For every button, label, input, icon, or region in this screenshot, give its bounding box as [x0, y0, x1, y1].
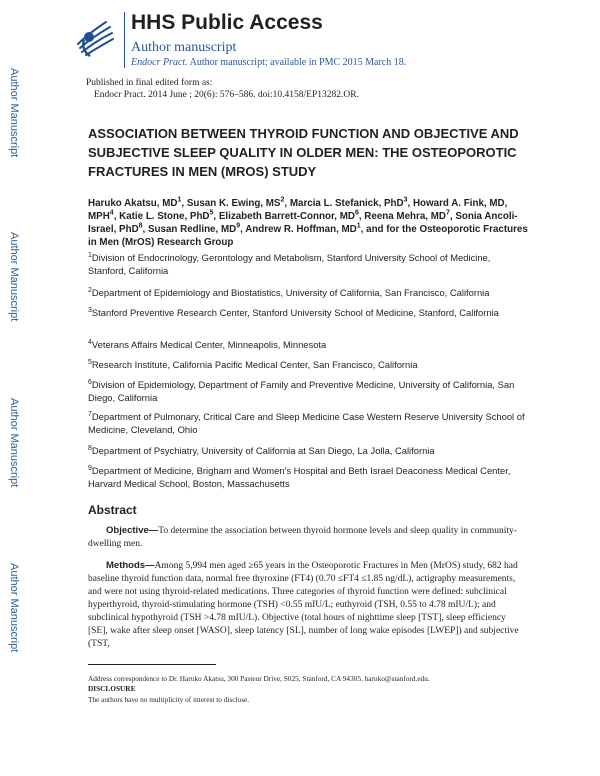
author-affiliation-ref: 5: [209, 209, 214, 217]
affiliation-number: 2: [88, 286, 92, 294]
author-name: Susan Redline, MD: [148, 224, 237, 235]
affiliation-text: Division of Endocrinology, Gerontology and Metabolism, Stanford University School of Medicine, Stanford, California: [88, 252, 491, 276]
affiliation-text: Research Institute, California Pacific Medical Center, San Francisco, California: [91, 359, 418, 370]
author-name: Susan K. Ewing, MS: [186, 198, 281, 209]
disclosure-heading: DISCLOSURE: [88, 684, 136, 693]
abstract-objective: [88, 524, 520, 551]
author-affiliation-ref: 6: [354, 209, 359, 217]
author-affiliation-ref: 9: [236, 222, 241, 230]
affiliation-number: 7: [88, 410, 92, 418]
affiliation: [88, 464, 528, 490]
author-list: Haruko Akatsu, $MD^1$, Susan K. Ewing, $MS^2$, Marcia L. Stefanick, PhD$^3$, Howard A. Fink, MD, MPH$^4$, Katie L. Stone, PhD$^5$, Elizabeth Barrett-Connor, $MD^6$, Reena Mehra, $MD^7$, Sonia Ancoli-Israel, PhD$^8$, Susan Redline, $MD^9$, Andrew R. Hoffman, $MD^1$, and for the Osteoporotic Fractures in Men (MrOS) Research Group: [88, 196, 528, 248]
affiliation: [88, 338, 528, 351]
affiliation-text: Department of Medicine, Brigham and Women's Hospital and Beth Israel Deaconess Medical Center, Harvard Medical School, Boston, Massachusetts: [88, 465, 511, 489]
side-label-author-manuscript: Author Manuscript: [8, 398, 20, 488]
footnote-rule: [88, 664, 216, 665]
author-affiliation-ref: 3: [403, 196, 408, 204]
author-name: Howard A. Fink, MD, MPH: [88, 198, 508, 222]
affiliation: [88, 444, 528, 457]
published-citation: Endocr Pract. 2014 June ; 20(6): 576–586. doi:10.4158/EP13282.OR.: [94, 90, 359, 100]
affiliation-number: 5: [88, 358, 92, 366]
side-label-author-manuscript: Author Manuscript: [8, 563, 20, 653]
affiliation-number: 9: [88, 464, 92, 472]
affiliation-number: 8: [88, 444, 92, 452]
methods-text: Among 5,994 men aged ≥65 years in the Osteoporotic Fractures in Men (MrOS) study, 682 had baseline thyroid function data, normal free thyroxine (FT4) (0.70 ≤FT4 ≤1.85 ng/dL), actigraphy measurements, and were not using thyroid-related medications. Three categories of thyroid function were defined: subclinical hyperthyroid, thyroid-stimulating hormone (TSH) <0.55 mIU/L; euthyroid (TSH, 0.55 to 4.78 mIU/L); and subclinical hypothyroid (TSH >4.78 mIU/L). Objective (total hours of nighttime sleep [TST], sleep efficiency [SE], wake after sleep onset [WASO], sleep latency [SL], number of long wake episodes [LWEP]) and subjective (TST,: [88, 561, 519, 649]
objective-text: To determine the association between thyroid hormone levels and sleep quality in community-dwelling men.: [88, 526, 517, 549]
author-name: Reena Mehra, MD: [364, 211, 446, 222]
header-divider: [124, 12, 125, 68]
affiliation-text: Department of Pulmonary, Critical Care and Sleep Medicine Case Western Reserve University School of Medicine, Cleveland, Ohio: [88, 411, 525, 435]
author-name: Haruko Akatsu, MD: [88, 198, 178, 209]
objective-label: Objective—: [106, 525, 159, 536]
affiliation: [88, 286, 528, 299]
author-name: Elizabeth Barrett-Connor, MD: [218, 211, 355, 222]
affiliation-text: Stanford Preventive Research Center, Stanford University School of Medicine, Stanford, California: [91, 307, 499, 318]
correspondence-note: Address correspondence to Dr. Haruko Akatsu, 300 Pasteur Drive, S025, Stanford, CA 94305. haruko@stanford.edu.: [88, 674, 430, 683]
author-affiliation-ref: 7: [445, 209, 450, 217]
author-affiliation-ref: 1: [356, 222, 361, 230]
abstract-methods: [88, 559, 520, 651]
affiliation-number: 1: [88, 251, 92, 259]
affiliation: [88, 251, 528, 277]
affiliation-number: 6: [88, 378, 92, 386]
affiliation-text: Division of Epidemiology, Department of Family and Preventive Medicine, University of California, San Diego, California: [88, 379, 515, 403]
author-affiliation-ref: 8: [138, 222, 143, 230]
affiliation: [88, 378, 528, 404]
header-title: HHS Public Access: [131, 11, 323, 34]
published-info: [86, 77, 359, 101]
author-affiliation-ref: 1: [177, 196, 182, 204]
affiliation: [88, 410, 528, 436]
author-affiliation-ref: 4: [109, 209, 114, 217]
disclosure-text: The authors have no multiplicity of interest to disclose.: [88, 695, 250, 704]
author-name: Marcia L. Stefanick, PhD: [289, 198, 404, 209]
methods-label: Methods—: [106, 560, 155, 571]
affiliation: [88, 306, 528, 319]
article-title: ASSOCIATION BETWEEN THYROID FUNCTION AND OBJECTIVE AND SUBJECTIVE SLEEP QUALITY IN OLDER MEN: THE OSTEOPOROTIC FRACTURES IN MEN (MROS) STUDY: [88, 126, 519, 179]
author-name: Andrew R. Hoffman, MD: [245, 224, 357, 235]
abstract-heading: Abstract: [88, 503, 137, 517]
hhs-eagle-icon: [72, 14, 120, 62]
affiliation-text: Department of Epidemiology and Biostatistics, University of California, San Francisco, California: [91, 287, 490, 298]
side-label-author-manuscript: Author Manuscript: [8, 68, 20, 158]
side-label-author-manuscript: Author Manuscript: [8, 232, 20, 322]
header-journal-line: Endocr Pract. Author manuscript; available in PMC 2015 March 18.: [131, 57, 407, 68]
affiliation-number: 4: [88, 338, 92, 346]
affiliation-number: 3: [88, 306, 92, 314]
affiliation-text: Veterans Affairs Medical Center, Minneapolis, Minnesota: [91, 339, 327, 350]
author-affiliation-ref: 2: [280, 196, 285, 204]
header-subtitle: Author manuscript: [131, 40, 237, 55]
author-name: Katie L. Stone, PhD: [119, 211, 210, 222]
affiliation-text: Department of Psychiatry, University of California at San Diego, La Jolla, California: [91, 445, 435, 456]
author-group: and for the Osteoporotic Fractures in Men (MrOS) Research Group: [88, 224, 528, 248]
published-label: Published in final edited form as:: [86, 78, 213, 88]
author-name: Sonia Ancoli-Israel, PhD: [88, 211, 518, 235]
affiliation: [88, 358, 528, 371]
